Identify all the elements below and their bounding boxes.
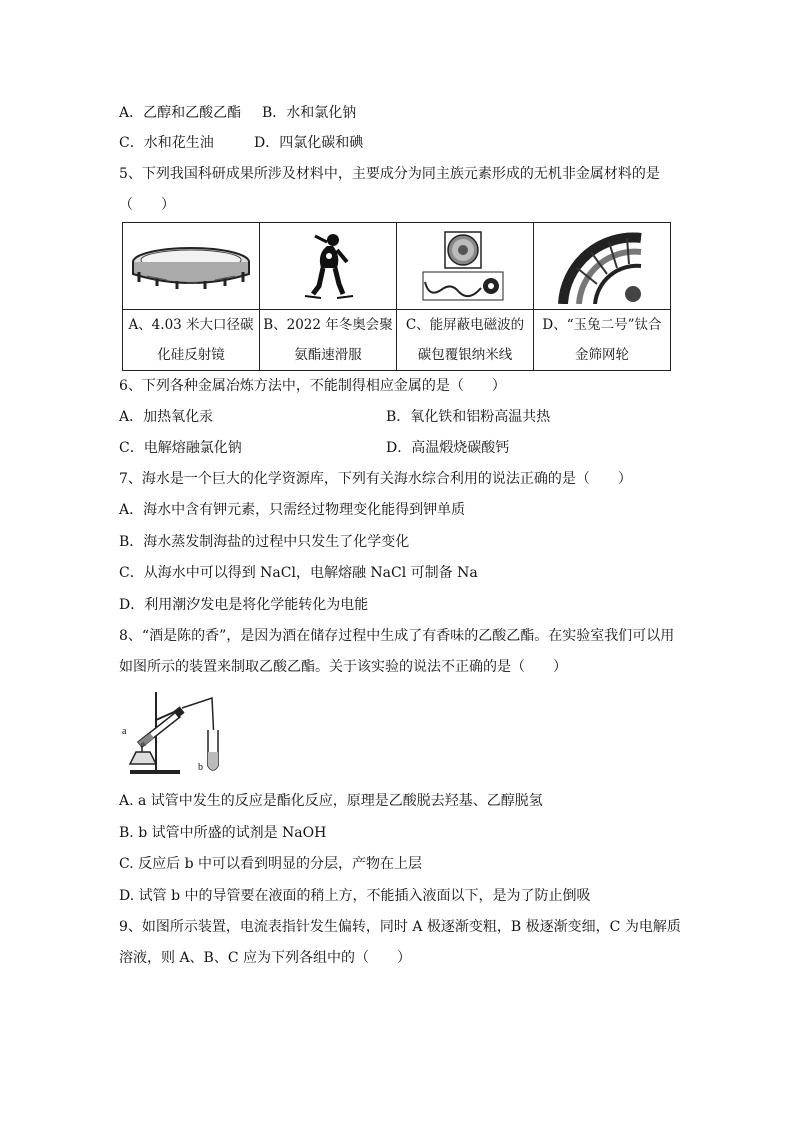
q5-caption-c-line1: C、能屏蔽电磁波的 — [405, 317, 525, 333]
q7-option-b: B．海水蒸发制海盐的过程中只发生了化学变化 — [119, 534, 410, 550]
q5-caption-b-line1: B、2022 年冬奥会聚 — [263, 317, 393, 333]
q5-stem-line1: 5、下列我国科研成果所涉及材料中，主要成分为同主族元素形成的无机非金属材料的是 — [119, 166, 660, 182]
q7-option-d: D．利用潮汐发电是将化学能转化为电能 — [119, 597, 369, 613]
reflector-mirror-icon — [127, 236, 255, 296]
q6-option-a: A．加热氧化汞 — [119, 409, 214, 425]
q8-option-a: A. a 试管中发生的反应是酯化反应，原理是乙酸脱去羟基、乙醇脱氢 — [119, 793, 543, 809]
q9-stem-line1: 9、如图所示装置，电流表指针发生偏转，同时 A 极逐渐变粗，B 极逐渐变细，C 为电解质 — [119, 919, 681, 935]
q8-option-d: D. 试管 b 中的导管要在液面的稍上方，不能插入液面以下，是为了防止倒吸 — [119, 888, 591, 904]
q4-option-c: C．水和花生油 — [119, 135, 214, 151]
q5-caption-d-line1: D、“玉兔二号”钛合 — [542, 317, 662, 333]
ethyl-acetate-apparatus-icon — [120, 690, 250, 776]
ester-apparatus-diagram — [120, 690, 250, 776]
q5-stem-line2: （ ） — [119, 197, 175, 213]
q4-option-b: B．水和氯化钠 — [262, 105, 357, 121]
speed-skater-icon — [293, 228, 363, 304]
q5-image-cell-a — [123, 223, 260, 310]
q5-image-cell-b — [260, 223, 397, 310]
q6-stem: 6、下列各种金属冶炼方法中，不能制得相应金属的是（ ） — [119, 378, 506, 394]
q8-option-c: C. 反应后 b 中可以看到明显的分层，产物在上层 — [119, 856, 422, 872]
q6-option-d: D．高温煅烧碳酸钙 — [386, 440, 510, 456]
q4-option-d: D．四氯化碳和碘 — [254, 135, 364, 151]
q9-stem-line2: 溶液，则 A、B、C 应为下列各组中的（ ） — [119, 950, 412, 966]
q5-image-cell-c — [397, 223, 534, 310]
q5-caption-b-line2: 氨酯速滑服 — [294, 347, 362, 363]
q6-option-b: B．氧化铁和铝粉高温共热 — [386, 409, 551, 425]
q5-caption-a-line1: A、4.03 米大口径碳 — [128, 317, 254, 333]
q4-option-a: A．乙醇和乙酸乙酯 — [119, 105, 242, 121]
q6-option-c: C．电解熔融氯化钠 — [119, 440, 242, 456]
q5-image-cell-d — [534, 223, 671, 310]
q5-caption-d — [534, 310, 671, 371]
q8-stem-line1: 8、“酒是陈的香”，是因为酒在储存过程中生成了有香味的乙酸乙酯。在实验室我们可以用 — [119, 628, 675, 644]
q8-stem-line2: 如图所示的装置来制取乙酸乙酯。关于该实验的说法不正确的是（ ） — [119, 659, 567, 675]
label-a: a — [122, 726, 127, 737]
q5-caption-a — [123, 310, 260, 371]
q7-option-a: A．海水中含有钾元素，只需经过物理变化能得到钾单质 — [119, 502, 466, 518]
q5-material-table — [122, 222, 671, 371]
q5-caption-c-line2: 碳包覆银纳米线 — [417, 347, 513, 363]
q8-option-b: B. b 试管中所盛的试剂是 NaOH — [119, 825, 327, 841]
q5-caption-c — [397, 310, 534, 371]
nanowire-icon — [415, 228, 515, 304]
q5-caption-d-line2: 金筛网轮 — [575, 347, 629, 363]
q7-option-c: C．从海水中可以得到 NaCl，电解熔融 NaCl 可制备 Na — [119, 565, 478, 581]
q7-stem: 7、海水是一个巨大的化学资源库，下列有关海水综合利用的说法正确的是（ ） — [119, 471, 632, 487]
label-b: b — [198, 762, 203, 773]
screen-mesh-wheel-icon — [557, 228, 647, 304]
q5-caption-a-line2: 化硅反射镜 — [157, 347, 225, 363]
q5-caption-b — [260, 310, 397, 371]
